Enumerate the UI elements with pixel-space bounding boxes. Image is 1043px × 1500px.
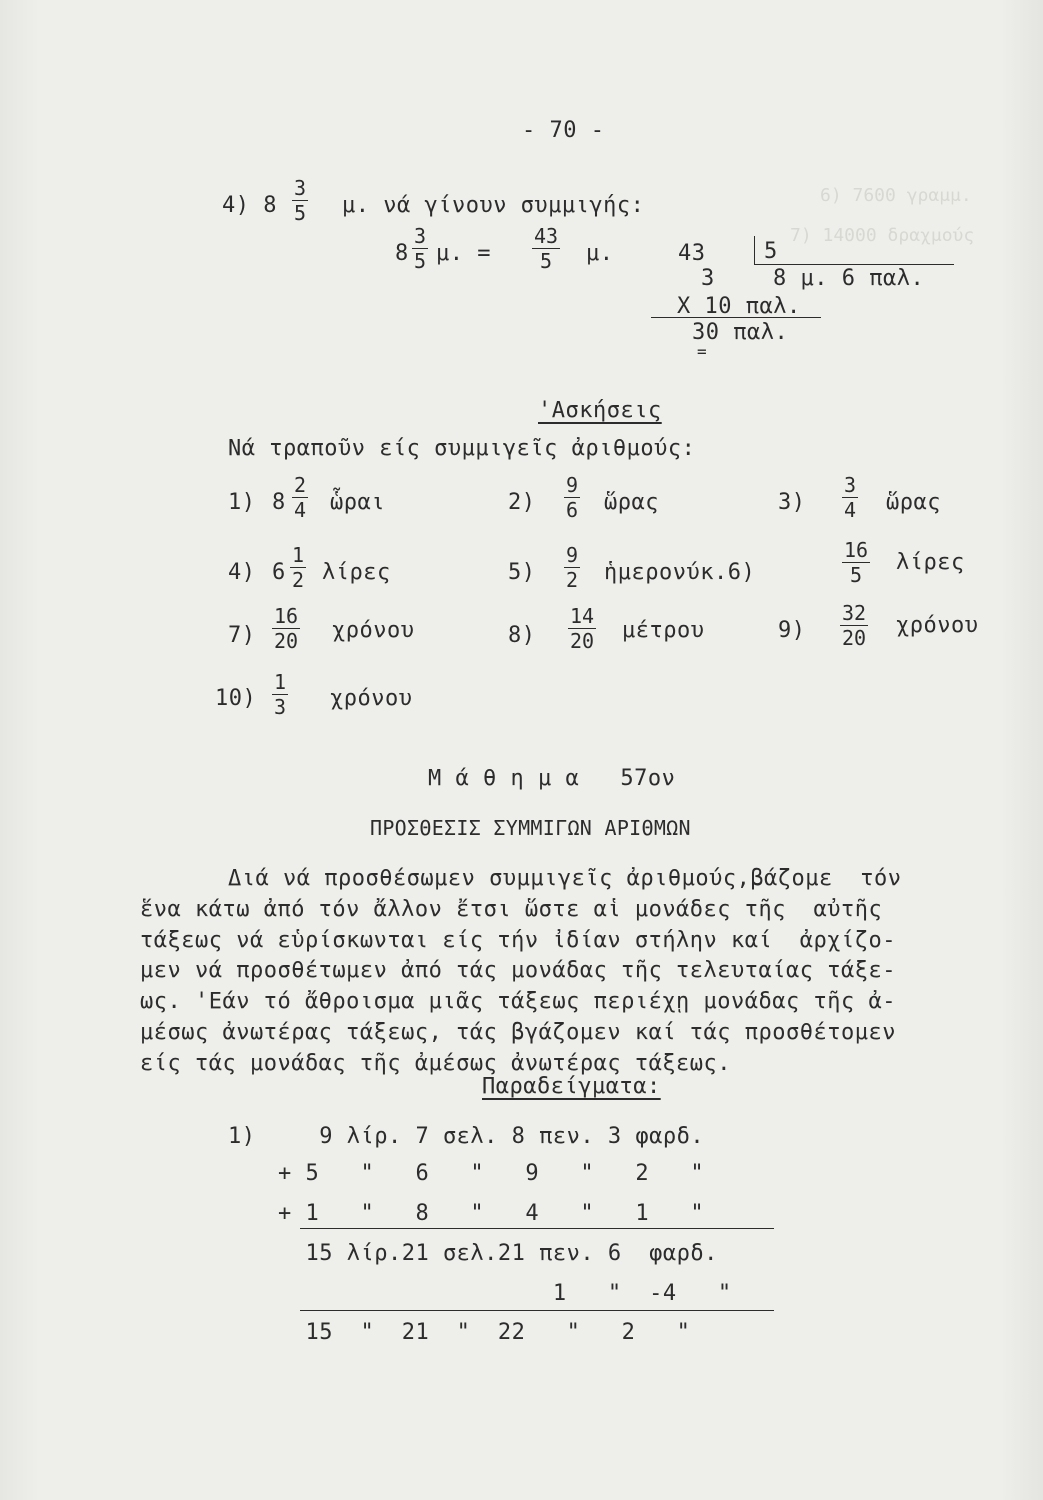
paragraph-line: Διά νά προσθέσωμεν συμμιγεῖς ἀριθμούς,βάζομε τόν	[228, 866, 902, 891]
addition-row: + 1 " 8 " 4 " 1 "	[278, 1201, 705, 1226]
bleed-through-text: 7) 14000 δραχμούς	[790, 225, 975, 246]
calc-whole: 8	[395, 241, 409, 266]
page-number: - 70 -	[522, 118, 605, 143]
division-line	[754, 264, 954, 265]
exercise-10-fraction: $\frac{1}{3}$	[274, 670, 287, 719]
calc-unit-1: μ. =	[436, 241, 491, 266]
division-quotient: 8 μ. 6 παλ.	[773, 266, 925, 291]
example4-fraction: $\frac{3}{5}$	[294, 176, 307, 225]
paragraph-line: μέσως ἀνωτέρας τάξεως, τάς βγάζομεν καί τάς προσθέτομεν	[140, 1019, 896, 1045]
exercise-8-unit: μέτρου	[622, 618, 705, 643]
division-remainder: 3	[701, 266, 715, 291]
exercise-7-fraction: $\frac{16}{20}$	[274, 604, 299, 653]
exercise-3-unit: ὥρας	[886, 490, 941, 515]
exercise-9-num: 9)	[778, 618, 806, 643]
exercise-10-num: 10)	[215, 686, 257, 711]
exercise-5-num: 5)	[508, 560, 536, 585]
multiply-line	[651, 317, 821, 318]
division-result: =	[697, 342, 708, 361]
addition-row: 15 " 21 " 22 " 2 "	[278, 1320, 691, 1345]
paragraph-line: είς τάς μονάδας τῆς ἀμέσως ἀνωτέρας τάξεως.	[140, 1050, 732, 1076]
sum-line	[300, 1228, 774, 1229]
exercise-2-fraction: $\frac{9}{6}$	[566, 473, 579, 522]
exercise-10-unit: χρόνου	[330, 686, 413, 711]
exercise-8-fraction: $\frac{14}{20}$	[570, 604, 595, 653]
paragraph-line: τάξεως νά εὑρίσκωνται είς τήν ἰδίαν στήλην καί ἀρχίζο-	[140, 927, 896, 953]
exercise-9-unit: χρόνου	[896, 613, 979, 638]
addition-label: 1)	[228, 1124, 256, 1149]
paragraph-line: μεν νά προσθέτωμεν ἀπό τάς μονάδας τῆς τελευταίας τάξε-	[140, 958, 896, 984]
example4-label: 4) 8	[222, 193, 277, 218]
exercise-3-fraction: $\frac{3}{4}$	[844, 473, 857, 522]
exercise-9-fraction: $\frac{32}{20}$	[842, 601, 867, 650]
exercise-1-fraction: $\frac{2}{4}$	[294, 473, 307, 522]
exercise-8-num: 8)	[508, 623, 536, 648]
lesson-paragraph	[140, 864, 1040, 1080]
exercise-4-unit: λίρες	[322, 560, 391, 585]
addition-row: 9 λίρ. 7 σελ. 8 πεν. 3 φαρδ.	[278, 1124, 705, 1149]
exercise-2-unit: ὥρας	[604, 490, 659, 515]
division-product: 30 παλ.	[692, 320, 789, 345]
addition-row: 15 λίρ.21 σελ.21 πεν. 6 φαρδ.	[278, 1241, 718, 1266]
total-line	[300, 1310, 774, 1311]
exercise-3-num: 3)	[778, 490, 806, 515]
addition-row: 1 " -4 "	[278, 1281, 732, 1306]
bleed-through-text: 6) 7600 γραμμ.	[820, 185, 972, 206]
exercises-title: 'Ασκήσεις	[538, 398, 662, 423]
division-bar	[754, 236, 755, 264]
division-divisor: 5	[764, 239, 778, 264]
exercise-1-unit: ὧραι	[330, 490, 385, 515]
division-dividend: 43	[678, 241, 706, 266]
paragraph-line: ἕνα κάτω ἀπό τόν ἄλλον ἔτσι ὥστε αἱ μονάδες τῆς αὐτῆς	[140, 896, 883, 922]
exercise-1-num: 1)	[228, 490, 256, 515]
exercise-5-fraction: $\frac{9}{2}$	[566, 543, 579, 592]
exercises-instruction: Νά τραποῦν είς συμμιγεῖς ἀριθμούς:	[228, 436, 696, 461]
exercise-4-whole: 6	[272, 560, 286, 585]
exercise-6-unit: λίρες	[896, 550, 965, 575]
exercise-7-num: 7)	[228, 623, 256, 648]
example4-text: μ. νά γίνουν συμμιγής:	[342, 193, 645, 218]
paragraph-line: ως. 'Εάν τό ἄθροισμα μιᾶς τάξεως περιέχῃ μονάδας τῆς ἀ-	[140, 989, 896, 1015]
addition-row: + 5 " 6 " 9 " 2 "	[278, 1161, 705, 1186]
exercise-1-whole: 8	[272, 490, 286, 515]
exercise-5-unit: ἡμερονύκ.6)	[604, 560, 756, 585]
exercise-4-fraction: $\frac{1}{2}$	[292, 543, 305, 592]
division-multiply: X 10 παλ.	[677, 294, 801, 319]
calc-fraction-1: $\frac{3}{5}$	[414, 224, 427, 273]
calc-fraction-2: $\frac{43}{5}$	[534, 224, 559, 273]
calc-unit-2: μ.	[586, 241, 614, 266]
exercise-2-num: 2)	[508, 490, 536, 515]
exercise-4-num: 4)	[228, 560, 256, 585]
exercise-7-unit: χρόνου	[332, 618, 415, 643]
lesson-subtitle: ΠΡΟΣΘΕΣΙΣ ΣΥΜΜΙΓΩΝ ΑΡΙΘΜΩΝ	[370, 816, 691, 840]
exercise-6-fraction: $\frac{16}{5}$	[844, 538, 869, 587]
examples-title: Παραδείγματα:	[482, 1074, 661, 1099]
lesson-title: Μ ά θ η μ α 57ον	[428, 766, 676, 791]
